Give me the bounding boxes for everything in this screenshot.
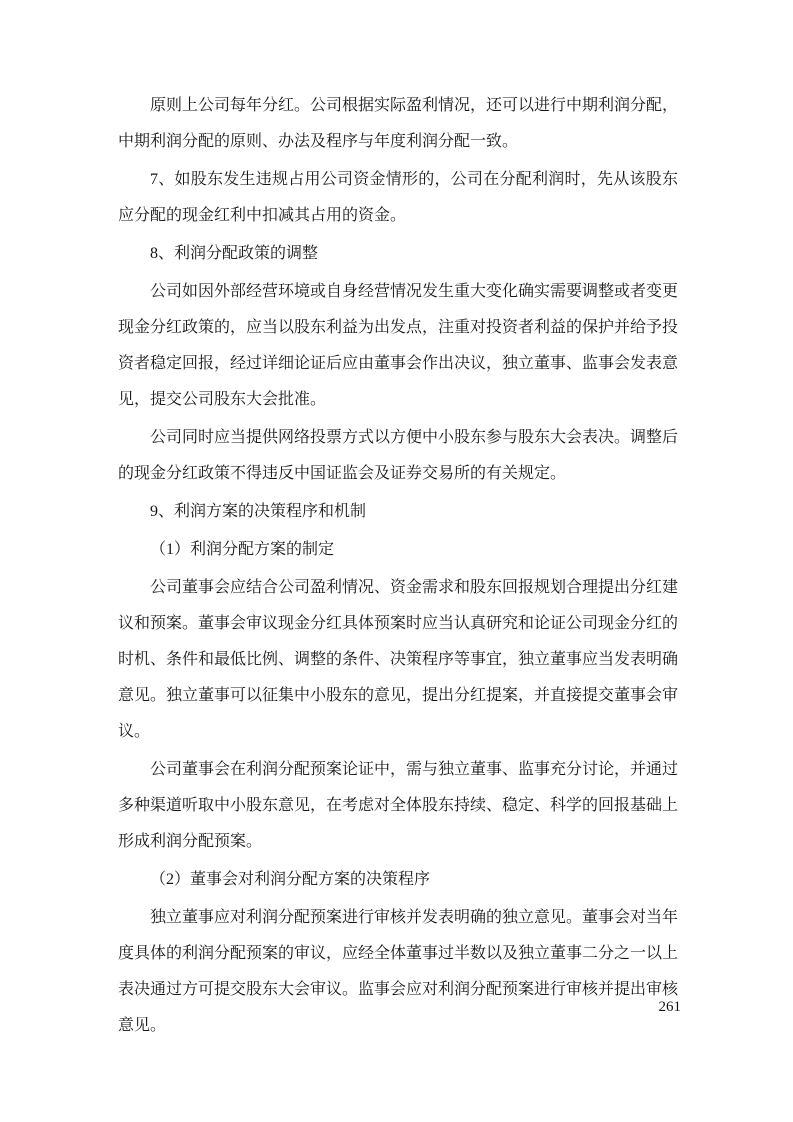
para-online-voting-requirement: 公司同时应当提供网络投票方式以方便中小股东参与股东大会表决。调整后的现金分红政策不得违反中国证监会及证券交易所的有关规定。	[118, 429, 679, 482]
subheading-1-plan-formulation: （1）利润分配方案的制定	[150, 541, 335, 558]
para-board-dividend-proposal: 公司董事会应结合公司盈利情况、资金需求和股东回报规划合理提出分红建议和预案。董事会审议现金分红具体预案时应当认真研究和论证公司现金分红的时机、条件和最低比例、调整的条件、决策程序等事宜，独立董事应当发表明确意见。独立董事可以征集中小股东的意见，提出分红提案，并直接提交董事会审议。	[118, 579, 679, 740]
para-board-discussion-with-directors: 公司董事会在利润分配预案论证中，需与独立董事、监事充分讨论，并通过多种渠道听取中小股东意见，在考虑对全体股东持续、稳定、科学的回报基础上形成利润分配预案。	[118, 761, 679, 850]
document-content	[118, 88, 678, 1046]
para-policy-adjustment-conditions: 公司如因外部经营环境或自身经营情况发生重大变化确实需要调整或者变更现金分红政策的，应当以股东利益为出发点，注重对投资者利益的保护并给予投资者稳定回报，经过详细论证后应由董事会作出决议，独立董事、监事会发表意见，提交公司股东大会批准。	[118, 283, 679, 408]
subheading-2-board-decision-procedure: （2）董事会对利润分配方案的决策程序	[150, 871, 431, 888]
heading-item-9-decision-procedure: 9、利润方案的决策程序和机制	[150, 503, 367, 520]
para-independent-director-review: 独立董事应对利润分配预案进行审核并发表明确的独立意见。董事会对当年度具体的利润分配预案的审议，应经全体董事过半数以及独立董事二分之一以上表决通过方可提交股东大会审议。监事会应对利润分配预案进行审核并提出审核意见。	[118, 909, 679, 1034]
para-item-7-shareholder-misappropriation: 7、如股东发生违规占用公司资金情形的，公司在分配利润时，先从该股东应分配的现金红利中扣减其占用的资金。	[118, 171, 678, 224]
page-number: 261	[658, 999, 681, 1015]
para-annual-dividend-continuation: 原则上公司每年分红。公司根据实际盈利情况，还可以进行中期利润分配，中期利润分配的原则、办法及程序与年度利润分配一致。	[118, 97, 679, 150]
heading-item-8-policy-adjustment: 8、利润分配政策的调整	[150, 245, 319, 262]
